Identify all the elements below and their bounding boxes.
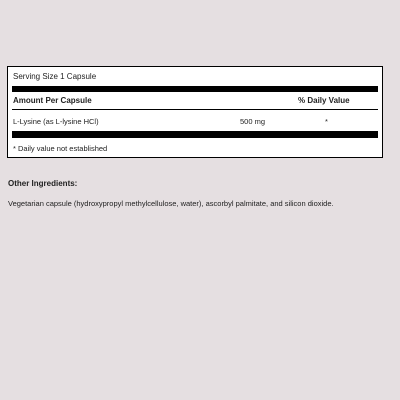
- daily-value-footnote: * Daily value not established: [13, 144, 108, 153]
- thin-divider: [12, 109, 378, 110]
- daily-value-header: % Daily Value: [298, 96, 350, 105]
- ingredient-daily-value: *: [325, 117, 328, 126]
- amount-per-capsule-header: Amount Per Capsule: [13, 96, 92, 105]
- other-ingredients-title: Other Ingredients:: [8, 179, 78, 188]
- ingredient-amount: 500 mg: [240, 117, 266, 126]
- ingredient-name: L-Lysine (as L-lysine HCl): [13, 117, 99, 126]
- serving-size: Serving Size 1 Capsule: [13, 72, 97, 81]
- thick-divider-bottom: [12, 131, 378, 138]
- thick-divider-top: [12, 86, 378, 92]
- other-ingredients-text: Vegetarian capsule (hydroxypropyl methylcellulose, water), ascorbyl palmitate, and silicon dioxide.: [8, 199, 334, 208]
- supplement-facts-panel: [7, 66, 383, 158]
